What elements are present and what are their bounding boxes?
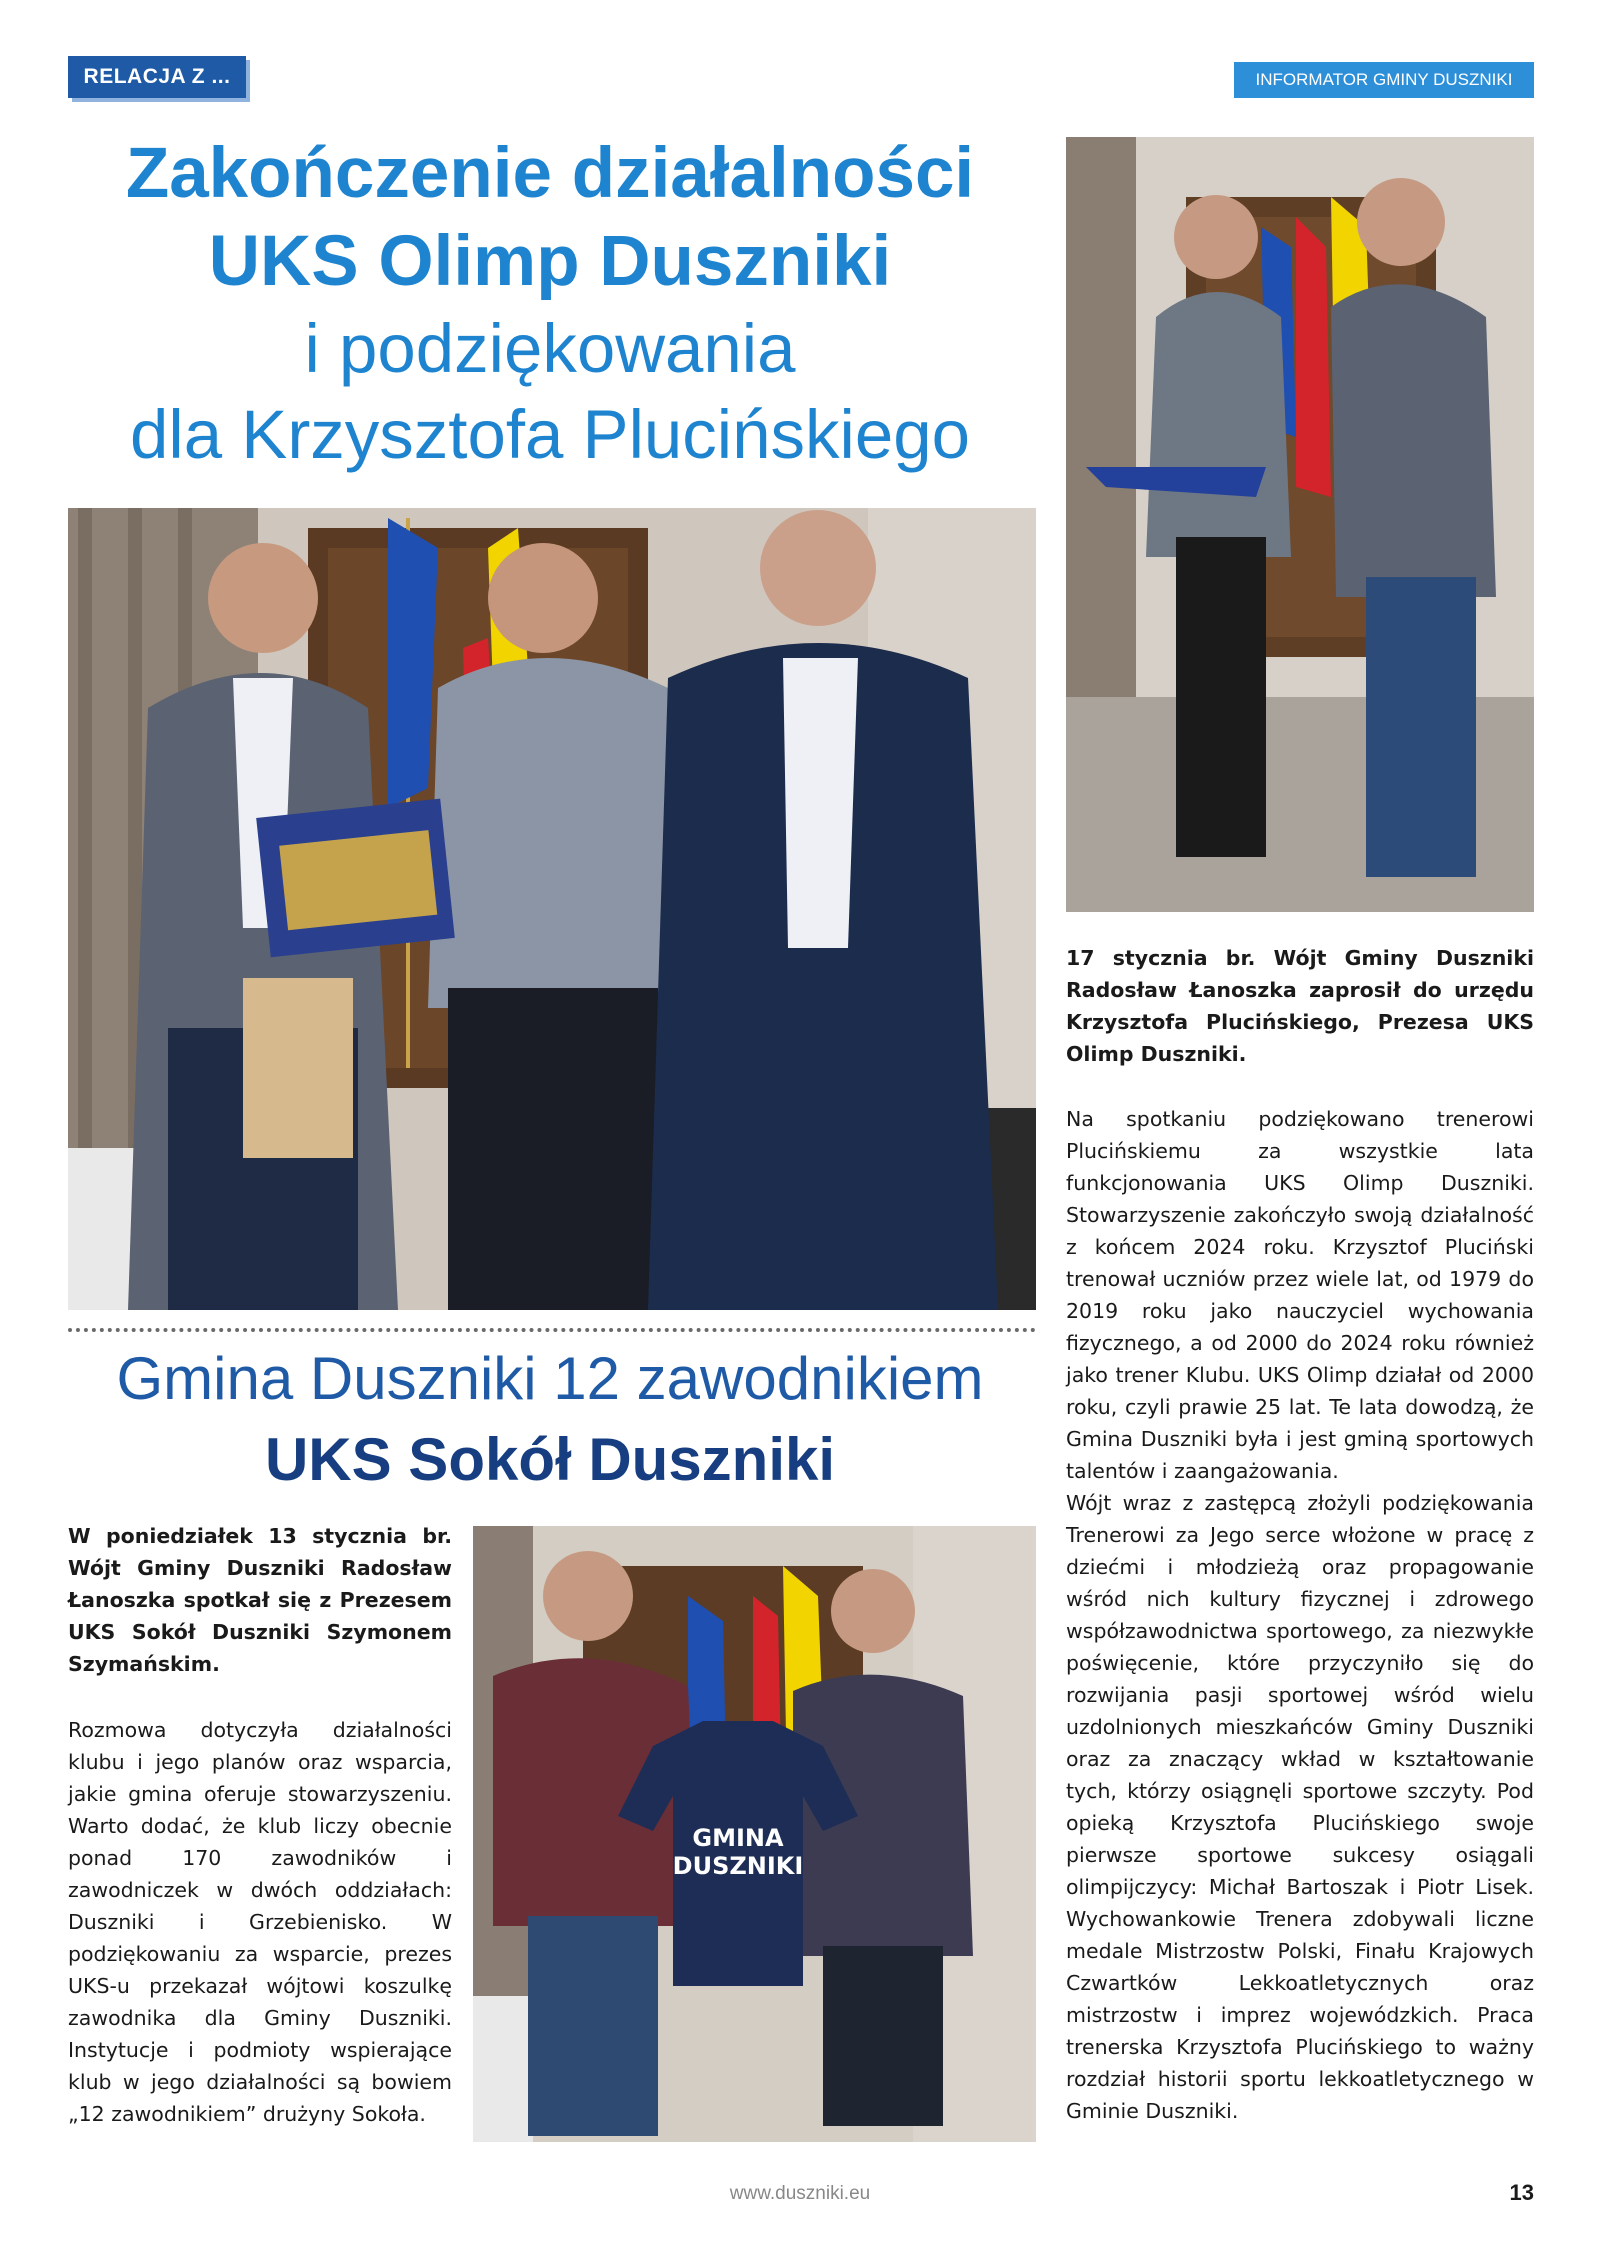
title-line-2: UKS Olimp Duszniki	[208, 222, 892, 301]
section-tag: RELACJA Z ...	[68, 56, 246, 98]
masthead-label: INFORMATOR GMINY DUSZNIKI	[1234, 62, 1534, 98]
article1-lead: 17 stycznia br. Wójt Gminy Duszniki Radosław Łanoszka zaprosił do urzędu Krzysztofa Plucińskiego, Prezesa UKS Olimp Duszniki.	[1066, 946, 1534, 1066]
article2-title-line-1: Gmina Duszniki 12 zawodnikiem	[116, 1345, 984, 1412]
jersey-photo	[473, 1526, 1036, 2142]
article-title	[60, 130, 1040, 478]
article1-body-p1: Na spotkaniu podziękowano trenerowi Plucińskiemu za wszystkie lata funkcjonowania UKS Olimp Duszniki. Stowarzyszenie zakończyło swoją działalność z końcem 2024 roku. Krzysztof Pluciński trenował uczniów przez wiele lat, od 1979 do 2019 roku jako nauczyciel wychowania fizycznego, a od 2000 do 2024 roku również jako trener Klubu. UKS Olimp działał od 2000 roku, czyli prawie 25 lat. Te lata dowodzą, że Gmina Duszniki była i jest gminą sportowych talentów i zaangażowania.	[1066, 1107, 1534, 1483]
footer-url: www.duszniki.eu	[729, 2183, 871, 2204]
article2-lead: W poniedziałek 13 stycznia br. Wójt Gminy Duszniki Radosław Łanoszka spotkał się z Prezesem UKS Sokół Duszniki Szymonem Szymańskim.	[68, 1524, 452, 1676]
article2-title-line-2: UKS Sokół Duszniki	[264, 1426, 836, 1493]
jersey-text-line-2: DUSZNIKI	[672, 1852, 804, 1880]
article1-body-p2: Wójt wraz z zastępcą złożyli podziękowania Trenerowi za Jego serce włożone w pracę z dziećmi i młodzieżą oraz propagowanie wśród nich kultury fizycznej i zdrowego współzawodnictwa sportowego, za niezwykłe poświęcenie, które przyczyniło się do rozwijania pasji sportowej wśród wielu uzdolnionych mieszkańców Gminy Duszniki oraz za znaczący wkład w kształtowanie tych, którzy osiągnęli sportowe szczyty. Pod opieką Krzysztofa Plucińskiego swoje pierwsze sportowe sukcesy osiągali olimpijczycy: Michał Bartoszak i Piotr Lisek. Wychowankowie Trenera zdobywali liczne medale Mistrzostw Polski, Finału Krajowych Czwartków Lekkoatletycznych oraz mistrzostw i imprez wojewódzkich. Praca trenerska Krzysztofa Plucińskiego to ważny rozdział historii sportu lekkoatletycznego w Gminie Duszniki.	[1066, 1491, 1534, 2123]
jersey-text-line-1: GMINA	[692, 1824, 784, 1852]
title-line-3: i podziękowania	[304, 310, 796, 387]
main-photo	[68, 508, 1036, 1310]
page-number: 13	[1509, 2180, 1534, 2205]
article2-title	[60, 1338, 1040, 1500]
article2-body: Rozmowa dotyczyła działalności klubu i jego planów oraz wsparcia, jakie gmina oferuje stowarzyszeniu. Warto dodać, że klub liczy obecnie ponad 170 zawodników i zawodniczek w dwóch oddziałach: Duszniki i Grzebienisko. W podziękowaniu za wsparcie, prezes UKS-u przekazał wójtowi koszulkę zawodnika dla Gminy Duszniki. Instytucje i podmioty wspierające klub w jego działalności są bowiem „12 zawodnikiem” drużyny Sokoła.	[68, 1718, 452, 2126]
section-divider	[68, 1328, 1036, 1332]
title-line-4: dla Krzysztofa Plucińskiego	[130, 396, 970, 473]
handshake-photo	[1066, 137, 1534, 912]
title-line-1: Zakończenie działalności	[125, 134, 975, 213]
